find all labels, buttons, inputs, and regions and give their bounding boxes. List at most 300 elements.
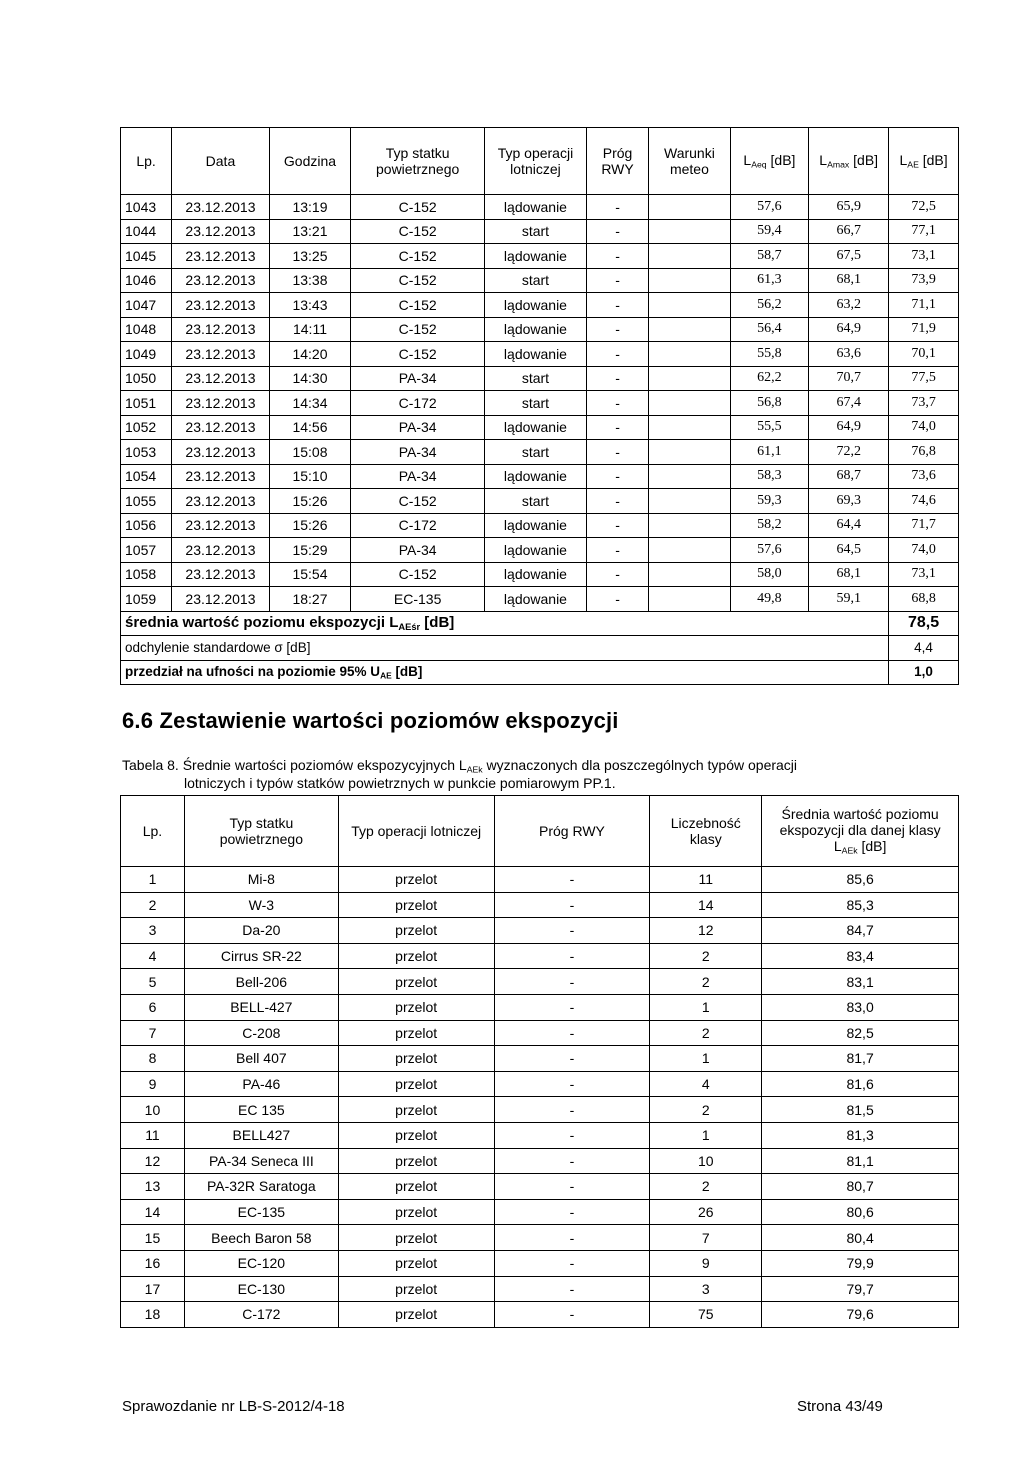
cell-typ-statku: Bell-206: [184, 969, 338, 995]
caption-line1-pre: Tabela 8. Średnie wartości poziomów ekspozycyjnych L: [122, 757, 467, 773]
cell-data: 23.12.2013: [172, 489, 270, 514]
cell-lp: 5: [121, 969, 185, 995]
cell-laeq: 58,7: [730, 244, 809, 269]
cell-typ-operacji: przelot: [338, 1250, 494, 1276]
cell-data: 23.12.2013: [172, 244, 270, 269]
summary-mean-row: [121, 611, 959, 636]
cell-lp: 2: [121, 892, 185, 918]
cell-laeq: 62,2: [730, 366, 809, 391]
cell-prog: -: [586, 244, 648, 269]
cell-laeq: 56,2: [730, 293, 809, 318]
cell-lamax: 65,9: [809, 195, 889, 220]
summary-mean-label: [121, 611, 889, 636]
table-row: [121, 1199, 959, 1225]
t2-header-srednia-pre: Średnia wartość poziomu ekspozycji dla danej klasy L: [779, 806, 941, 855]
caption-line1-sub: AEk: [466, 764, 483, 775]
cell-liczebnosc: 26: [650, 1199, 762, 1225]
cell-typ-statku: Da-20: [184, 918, 338, 944]
header-typ-statku: Typ statku powietrznego: [351, 128, 485, 195]
cell-typ-statku: PA-34 Seneca III: [184, 1148, 338, 1174]
caption-line1-post: wyznaczonych dla poszczególnych typów operacji: [482, 757, 798, 773]
cell-srednia: 83,0: [762, 994, 959, 1020]
cell-warunki: [649, 244, 730, 269]
cell-lamax: 68,1: [809, 268, 889, 293]
cell-laeq: 49,8: [730, 587, 809, 612]
table-row: [121, 562, 959, 587]
cell-srednia: 85,3: [762, 892, 959, 918]
cell-typ-statku: Mi-8: [184, 867, 338, 893]
cell-liczebnosc: 2: [650, 1174, 762, 1200]
table-row: [121, 969, 959, 995]
cell-lamax: 64,9: [809, 317, 889, 342]
cell-prog: -: [494, 1225, 650, 1251]
cell-lae: 73,7: [889, 391, 959, 416]
table-row: [121, 943, 959, 969]
cell-warunki: [649, 489, 730, 514]
header-lae-sub: AE: [907, 159, 919, 170]
cell-lp: 1053: [121, 440, 172, 465]
cell-typ-operacji: lądowanie: [485, 244, 587, 269]
cell-lae: 70,1: [889, 342, 959, 367]
cell-lamax: 64,9: [809, 415, 889, 440]
cell-lamax: 67,4: [809, 391, 889, 416]
t2-header-lp: Lp.: [121, 796, 185, 867]
table-row: [121, 342, 959, 367]
cell-typ-statku: C-152: [351, 293, 485, 318]
cell-prog: -: [586, 489, 648, 514]
cell-lamax: 72,2: [809, 440, 889, 465]
summary-rows: [121, 611, 959, 685]
cell-lae: 71,7: [889, 513, 959, 538]
cell-warunki: [649, 415, 730, 440]
cell-lae: 74,0: [889, 415, 959, 440]
cell-warunki: [649, 513, 730, 538]
table-row: [121, 244, 959, 269]
summary-mean-label-sub: AEśr: [398, 621, 421, 632]
header-laeq-main: L: [743, 152, 752, 169]
cell-typ-operacji: przelot: [338, 1046, 494, 1072]
t2-header-prog: Próg RWY: [494, 796, 650, 867]
cell-srednia: 82,5: [762, 1020, 959, 1046]
summary-std-value: 4,4: [889, 636, 959, 661]
cell-typ-operacji: przelot: [338, 918, 494, 944]
cell-prog: -: [586, 440, 648, 465]
cell-typ-statku: PA-46: [184, 1071, 338, 1097]
cell-typ-operacji: przelot: [338, 969, 494, 995]
table-row: [121, 1148, 959, 1174]
cell-typ-operacji: lądowanie: [485, 587, 587, 612]
table-row: [121, 1302, 959, 1328]
cell-lamax: 68,1: [809, 562, 889, 587]
cell-prog: -: [586, 513, 648, 538]
cell-liczebnosc: 12: [650, 918, 762, 944]
cell-srednia: 83,4: [762, 943, 959, 969]
cell-srednia: 81,3: [762, 1122, 959, 1148]
cell-lp: 1056: [121, 513, 172, 538]
header-lae-main: L: [899, 152, 908, 169]
table-header-row: [121, 128, 959, 195]
table-row: [121, 464, 959, 489]
cell-warunki: [649, 219, 730, 244]
cell-typ-operacji: start: [485, 391, 587, 416]
cell-liczebnosc: 2: [650, 1020, 762, 1046]
summary-ci-label-sub: AE: [380, 670, 392, 681]
cell-prog: -: [494, 969, 650, 995]
cell-typ-statku: C-152: [351, 195, 485, 220]
cell-godzina: 14:20: [269, 342, 350, 367]
cell-godzina: 13:25: [269, 244, 350, 269]
cell-lp: 9: [121, 1071, 185, 1097]
table-row: [121, 293, 959, 318]
cell-laeq: 55,5: [730, 415, 809, 440]
cell-godzina: 13:21: [269, 219, 350, 244]
summary-ci-label: [121, 660, 889, 685]
table-row: [121, 994, 959, 1020]
cell-typ-statku: C-152: [351, 562, 485, 587]
measurement-table-body: [121, 195, 959, 612]
cell-lae: 71,9: [889, 317, 959, 342]
cell-typ-operacji: przelot: [338, 1071, 494, 1097]
cell-godzina: 15:29: [269, 538, 350, 563]
cell-typ-statku: EC-120: [184, 1250, 338, 1276]
cell-liczebnosc: 3: [650, 1276, 762, 1302]
cell-godzina: 14:56: [269, 415, 350, 440]
cell-liczebnosc: 9: [650, 1250, 762, 1276]
cell-srednia: 83,1: [762, 969, 959, 995]
cell-laeq: 55,8: [730, 342, 809, 367]
cell-lae: 73,1: [889, 244, 959, 269]
cell-typ-statku: C-172: [351, 513, 485, 538]
table-row: [121, 538, 959, 563]
cell-typ-operacji: przelot: [338, 1199, 494, 1225]
cell-warunki: [649, 464, 730, 489]
cell-godzina: 13:38: [269, 268, 350, 293]
cell-lamax: 59,1: [809, 587, 889, 612]
cell-lp: 1051: [121, 391, 172, 416]
header-lamax-unit: [dB]: [849, 152, 879, 169]
cell-warunki: [649, 293, 730, 318]
cell-prog: -: [586, 317, 648, 342]
cell-typ-statku: C-152: [351, 244, 485, 269]
cell-warunki: [649, 317, 730, 342]
cell-typ-operacji: przelot: [338, 1302, 494, 1328]
header-lamax-sub: Amax: [827, 159, 850, 170]
cell-lp: 1059: [121, 587, 172, 612]
cell-typ-operacji: start: [485, 489, 587, 514]
cell-lp: 1045: [121, 244, 172, 269]
t2-header-typ-operacji: Typ operacji lotniczej: [338, 796, 494, 867]
table-row: [121, 317, 959, 342]
cell-typ-operacji: przelot: [338, 1174, 494, 1200]
cell-srednia: 79,7: [762, 1276, 959, 1302]
cell-warunki: [649, 587, 730, 612]
cell-lp: 17: [121, 1276, 185, 1302]
table-row: [121, 1071, 959, 1097]
cell-typ-statku: EC 135: [184, 1097, 338, 1123]
t2-header-typ-statku: Typ statku powietrznego: [184, 796, 338, 867]
cell-prog: -: [494, 1046, 650, 1072]
cell-prog: -: [586, 587, 648, 612]
table-row: [121, 415, 959, 440]
cell-lp: 12: [121, 1148, 185, 1174]
header-lp: Lp.: [121, 128, 172, 195]
cell-typ-statku: PA-34: [351, 538, 485, 563]
cell-lp: 1055: [121, 489, 172, 514]
cell-godzina: 14:34: [269, 391, 350, 416]
cell-lp: 8: [121, 1046, 185, 1072]
cell-typ-statku: C-152: [351, 219, 485, 244]
table-row: [121, 366, 959, 391]
cell-godzina: 14:30: [269, 366, 350, 391]
header-lae: [889, 128, 959, 195]
cell-warunki: [649, 538, 730, 563]
cell-warunki: [649, 268, 730, 293]
t2-header-srednia-sub: AEk: [841, 845, 858, 856]
table-row: [121, 1122, 959, 1148]
cell-lamax: 63,2: [809, 293, 889, 318]
summary-ci-value: 1,0: [889, 660, 959, 685]
cell-liczebnosc: 11: [650, 867, 762, 893]
cell-prog: -: [494, 1302, 650, 1328]
cell-typ-operacji: przelot: [338, 1020, 494, 1046]
cell-typ-statku: Beech Baron 58: [184, 1225, 338, 1251]
cell-lp: 1048: [121, 317, 172, 342]
cell-prog: -: [586, 391, 648, 416]
cell-liczebnosc: 2: [650, 969, 762, 995]
cell-godzina: 15:08: [269, 440, 350, 465]
summary-mean-label-pre: średnia wartość poziomu ekspozycji L: [125, 614, 399, 632]
cell-prog: -: [586, 268, 648, 293]
cell-lp: 1046: [121, 268, 172, 293]
header-laeq: [730, 128, 809, 195]
cell-prog: -: [586, 219, 648, 244]
cell-data: 23.12.2013: [172, 587, 270, 612]
cell-liczebnosc: 1: [650, 1122, 762, 1148]
cell-prog: -: [494, 1199, 650, 1225]
cell-data: 23.12.2013: [172, 440, 270, 465]
cell-typ-operacji: start: [485, 366, 587, 391]
cell-data: 23.12.2013: [172, 219, 270, 244]
cell-liczebnosc: 4: [650, 1071, 762, 1097]
cell-srednia: 80,6: [762, 1199, 959, 1225]
cell-data: 23.12.2013: [172, 366, 270, 391]
cell-srednia: 81,7: [762, 1046, 959, 1072]
header-laeq-unit: [dB]: [766, 152, 796, 169]
cell-srednia: 79,9: [762, 1250, 959, 1276]
cell-lp: 14: [121, 1199, 185, 1225]
cell-typ-operacji: lądowanie: [485, 562, 587, 587]
cell-prog: -: [494, 918, 650, 944]
cell-prog: -: [586, 293, 648, 318]
cell-data: 23.12.2013: [172, 391, 270, 416]
cell-lamax: 63,6: [809, 342, 889, 367]
cell-warunki: [649, 342, 730, 367]
cell-warunki: [649, 562, 730, 587]
cell-typ-statku: C-152: [351, 268, 485, 293]
cell-typ-operacji: start: [485, 440, 587, 465]
cell-lae: 71,1: [889, 293, 959, 318]
cell-godzina: 14:11: [269, 317, 350, 342]
cell-liczebnosc: 7: [650, 1225, 762, 1251]
cell-prog: -: [494, 1276, 650, 1302]
cell-laeq: 61,1: [730, 440, 809, 465]
cell-data: 23.12.2013: [172, 195, 270, 220]
cell-typ-operacji: przelot: [338, 1148, 494, 1174]
cell-lae: 73,9: [889, 268, 959, 293]
table-row: [121, 489, 959, 514]
cell-lae: 77,5: [889, 366, 959, 391]
summary-mean-label-post: [dB]: [420, 614, 455, 632]
cell-lp: 1058: [121, 562, 172, 587]
cell-lamax: 64,5: [809, 538, 889, 563]
table-row: [121, 440, 959, 465]
footer-page-number: Strona 43/49: [797, 1398, 883, 1415]
table2-header-row: [121, 796, 959, 867]
cell-godzina: 13:19: [269, 195, 350, 220]
t2-header-liczebnosc: Liczebność klasy: [650, 796, 762, 867]
cell-lae: 76,8: [889, 440, 959, 465]
table-row: [121, 391, 959, 416]
cell-prog: -: [586, 538, 648, 563]
cell-lae: 77,1: [889, 219, 959, 244]
caption-line2: lotniczych i typów statków powietrznych w punkcie pomiarowym PP.1.: [184, 775, 616, 792]
cell-data: 23.12.2013: [172, 317, 270, 342]
cell-typ-statku: EC-130: [184, 1276, 338, 1302]
cell-laeq: 58,0: [730, 562, 809, 587]
cell-lamax: 69,3: [809, 489, 889, 514]
cell-liczebnosc: 1: [650, 994, 762, 1020]
cell-lp: 7: [121, 1020, 185, 1046]
cell-typ-operacji: lądowanie: [485, 513, 587, 538]
cell-lae: 73,1: [889, 562, 959, 587]
cell-prog: -: [586, 562, 648, 587]
cell-warunki: [649, 366, 730, 391]
cell-typ-statku: C-172: [351, 391, 485, 416]
summary-ci-label-pre: przedział na ufności na poziomie 95% U: [125, 663, 381, 679]
table-row: [121, 1276, 959, 1302]
cell-laeq: 56,4: [730, 317, 809, 342]
cell-godzina: 13:43: [269, 293, 350, 318]
cell-data: 23.12.2013: [172, 538, 270, 563]
cell-typ-operacji: przelot: [338, 943, 494, 969]
cell-lp: 10: [121, 1097, 185, 1123]
cell-laeq: 59,4: [730, 219, 809, 244]
cell-lp: 1052: [121, 415, 172, 440]
cell-lp: 1047: [121, 293, 172, 318]
header-godzina: Godzina: [269, 128, 350, 195]
cell-typ-operacji: lądowanie: [485, 317, 587, 342]
cell-typ-statku: C-172: [184, 1302, 338, 1328]
cell-prog: -: [494, 1148, 650, 1174]
cell-lp: 1057: [121, 538, 172, 563]
cell-typ-statku: W-3: [184, 892, 338, 918]
exposure-summary-table: [120, 795, 959, 1328]
cell-warunki: [649, 440, 730, 465]
cell-laeq: 57,6: [730, 195, 809, 220]
cell-laeq: 58,3: [730, 464, 809, 489]
cell-lae: 68,8: [889, 587, 959, 612]
cell-liczebnosc: 10: [650, 1148, 762, 1174]
cell-prog: -: [494, 1020, 650, 1046]
cell-lp: 4: [121, 943, 185, 969]
cell-lp: 11: [121, 1122, 185, 1148]
cell-lp: 15: [121, 1225, 185, 1251]
cell-warunki: [649, 391, 730, 416]
cell-warunki: [649, 195, 730, 220]
summary-std-label: odchylenie standardowe σ [dB]: [121, 636, 889, 661]
cell-liczebnosc: 14: [650, 892, 762, 918]
cell-prog: -: [586, 342, 648, 367]
cell-prog: -: [494, 892, 650, 918]
cell-srednia: 80,4: [762, 1225, 959, 1251]
header-prog: Próg RWY: [586, 128, 648, 195]
cell-laeq: 58,2: [730, 513, 809, 538]
cell-data: 23.12.2013: [172, 342, 270, 367]
section-heading: 6.6 Zestawienie wartości poziomów ekspozycji: [122, 708, 619, 733]
cell-liczebnosc: 75: [650, 1302, 762, 1328]
cell-lp: 13: [121, 1174, 185, 1200]
cell-typ-operacji: lądowanie: [485, 464, 587, 489]
header-lamax: [809, 128, 889, 195]
cell-typ-operacji: przelot: [338, 1276, 494, 1302]
cell-typ-statku: C-152: [351, 317, 485, 342]
cell-typ-operacji: lądowanie: [485, 538, 587, 563]
header-laeq-sub: Aeq: [751, 159, 767, 170]
summary-ci-label-post: [dB]: [391, 663, 423, 679]
table-row: [121, 219, 959, 244]
cell-typ-operacji: przelot: [338, 1225, 494, 1251]
cell-godzina: 15:26: [269, 489, 350, 514]
t2-header-srednia-post: [dB]: [857, 838, 887, 855]
cell-srednia: 81,5: [762, 1097, 959, 1123]
header-lamax-main: L: [819, 152, 828, 169]
cell-typ-statku: PA-34: [351, 366, 485, 391]
cell-laeq: 56,8: [730, 391, 809, 416]
table-row: [121, 268, 959, 293]
cell-prog: -: [494, 1174, 650, 1200]
table-row: [121, 1225, 959, 1251]
cell-typ-operacji: przelot: [338, 892, 494, 918]
table-row: [121, 1097, 959, 1123]
cell-laeq: 57,6: [730, 538, 809, 563]
table-caption: [122, 757, 882, 793]
header-warunki: Warunki meteo: [649, 128, 730, 195]
exposure-summary-body: [121, 867, 959, 1328]
table-row: [121, 1020, 959, 1046]
cell-typ-statku: Bell 407: [184, 1046, 338, 1072]
cell-data: 23.12.2013: [172, 293, 270, 318]
cell-lamax: 70,7: [809, 366, 889, 391]
summary-ci-row: [121, 660, 959, 685]
table-row: [121, 892, 959, 918]
cell-prog: -: [586, 366, 648, 391]
cell-typ-statku: C-152: [351, 489, 485, 514]
cell-laeq: 61,3: [730, 268, 809, 293]
table-row: [121, 1046, 959, 1072]
cell-typ-statku: C-208: [184, 1020, 338, 1046]
cell-lae: 74,0: [889, 538, 959, 563]
cell-prog: -: [494, 994, 650, 1020]
cell-data: 23.12.2013: [172, 464, 270, 489]
cell-typ-statku: PA-34: [351, 415, 485, 440]
cell-lamax: 66,7: [809, 219, 889, 244]
cell-typ-operacji: start: [485, 219, 587, 244]
cell-prog: -: [494, 1097, 650, 1123]
cell-data: 23.12.2013: [172, 562, 270, 587]
summary-std-row: [121, 636, 959, 661]
cell-typ-statku: PA-34: [351, 440, 485, 465]
cell-typ-operacji: przelot: [338, 1097, 494, 1123]
